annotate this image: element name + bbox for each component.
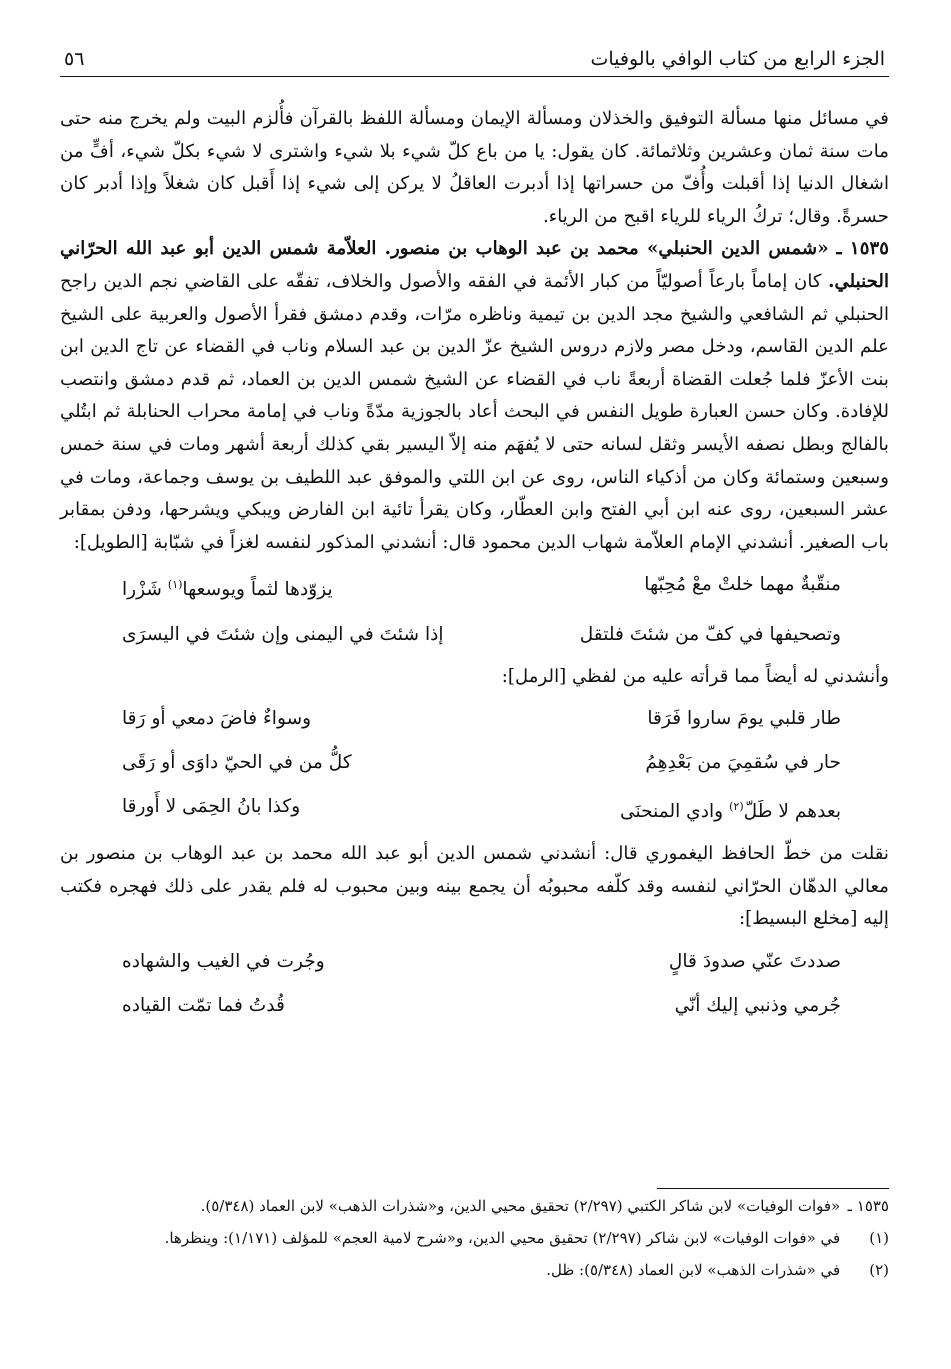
running-title: الجزء الرابع من كتاب الوافي بالوفيات: [590, 48, 885, 70]
paragraph: وأنشدني له أيضاً مما قرأته عليه من لفظي [الرمل]:: [501, 665, 889, 687]
first-hemistich: [620, 789, 841, 830]
verse-line: [60, 988, 889, 1024]
footnote-text: في «فوات الوفيات» لابن شاكر (٢/٢٩٧) تحقيق محيي الدين، و«شرح لامية العجم» للمؤلف (١/١٧١): وينظرها.: [164, 1229, 841, 1247]
poem-ramal: [60, 701, 889, 830]
hemistich-text: يزوّدها لثماً ويوسعها: [182, 579, 333, 601]
running-header: [60, 48, 889, 77]
first-hemistich: صددتَ عنّي صدودَ قالٍ: [668, 951, 841, 973]
footnote-divider: [657, 1188, 889, 1189]
footnote-marker: (١): [167, 578, 183, 592]
footnote-text: «فوات الوفيات» لابن شاكر الكتبي (٢/٢٩٧) تحقيق محيي الدين، و«شذرات الذهب» لابن العماد (٥/٣٤٨).: [200, 1197, 841, 1215]
verse-line: [60, 745, 889, 781]
verse-line: [60, 944, 889, 980]
footnote: [60, 1191, 889, 1221]
biography-entry: [60, 233, 889, 559]
second-hemistich: إذا شئتَ في اليمنى وإن شئتَ في اليسرَى: [122, 623, 444, 645]
second-hemistich: كلُّ من في الحيّ داوَى أو رَقَى: [122, 752, 352, 774]
footnote-number: ١٥٣٥ ـ: [847, 1197, 889, 1215]
verse-line: [60, 617, 889, 653]
entry-number: ١٥٣٥ ـ: [836, 238, 889, 260]
footnote-number: (١): [869, 1229, 889, 1247]
footnote: [60, 1255, 889, 1285]
second-hemistich: وجُرت في الغيب والشهاده: [122, 951, 325, 973]
footnotes: [60, 1188, 889, 1285]
verse-line: [60, 789, 889, 830]
footnote-text: في «شذرات الذهب» لابن العماد (٥/٣٤٨): ظل.: [546, 1261, 841, 1279]
first-hemistich: وتصحيفها في كفّ من شئتَ فلتقل: [579, 623, 841, 645]
main-text: [60, 103, 889, 1024]
footnote: [60, 1223, 889, 1253]
second-hemistich: وكذا بانُ الحِمَى لا أَورقا: [122, 796, 301, 818]
entry-text: كان إماماً بارعاً أصوليّاً من كبار الأئمة في الفقه والأصول والخلاف، تفقّه على القاضي نجم الدين راجح الحنبلي ثم الشافعي والشيخ مجد الدين بن تيمية وناظره مرّات، وقدم دمشق فقرأ الأصول والعربية على الشيخ علم الدين القاسم، ودخل مصر ولازم دروس الشيخ عزّ الدين بن عبد السلام وناب في القضاء عن تاج الدين ابن بنت الأعزّ فلما جُعلت القضاة أربعةً ناب في القضاء عن الشيخ شمس الدين بن العماد، ثم قدم دمشق وانتصب للإفادة. وكان حسن العبارة طويل النفس في البحث أعاد بالجوزية مدّةً وناب في إمامة محراب الحنابلة ثم ابتُلي بالفالج وبطل نصفه الأيسر وثقل لسانه حتى لا يُفهَم منه إلاّ اليسير بقي كذلك أربعة أشهر ومات في سنة خمس وسبعين وستمائة وكان من أذكياء الناس، روى عن ابن اللتي والموفق عبد اللطيف بن يوسف وجماعة، ومات في عشر السبعين، روى عنه ابن أبي الفتح وابن العطّار، وكان يقرأ تائية ابن الفارض ويبكي ويشرحها، ودفن بمقابر باب الصغير. أنشدني الإمام العلاّمة شهاب الدين محمود قال: أنشدني المذكور لنفسه لغزاً في شبّابة [الطويل]:: [60, 270, 889, 553]
hemistich-end: وادي المنحنَى: [619, 801, 724, 823]
first-hemistich: طار قلبي يومَ ساروا فَرَقا: [647, 708, 841, 730]
verse-line: [60, 567, 889, 608]
hemistich-text: بعدهم لا طَلّ: [743, 801, 841, 823]
paragraph: في مسائل منها مسألة التوفيق والخذلان ومسألة الإيمان ومسألة اللفظ بالقرآن فأُلزم البيت ولم يخرج منه حتى مات سنة ثمان وعشرين وثلاثمائة. كان يقول: يا من باع كلّ شيء بلا شيء واشترى لا شيء بكلّ شيء، أفٍّ من اشغال الدنيا إذا أقبلت وأُفّ من حسراتها إذا أدبرت العاقلُ لا يركن إلى شيء إذا أَقبل كان شغلاً وإذا أدبر كان حسرةً. وقال؛ تركُ الرياء للرياء اقبح من الرياء.: [60, 108, 889, 227]
first-hemistich: حار في سُقمِيَ من بَعْدِهِمُ: [645, 752, 841, 774]
second-hemistich: قُدتُ فما تمّت القياده: [122, 995, 285, 1017]
second-hemistich: [122, 567, 333, 608]
footnote-marker: (٢): [729, 800, 744, 814]
poem-riddle: [60, 567, 889, 652]
footnote-number: (٢): [869, 1261, 889, 1279]
page-number: ٥٦: [64, 48, 85, 70]
poem-basit: [60, 944, 889, 1024]
verse-line: [60, 701, 889, 737]
first-hemistich: جُرمي وذنبي إليك أنّي: [674, 995, 841, 1017]
entry-title: «شمس الدين الحنبلي» محمد بن عبد الوهاب بن منصور. العلاّمة شمس الدين أبو عبد الله الحرّاني الحنبلي.: [60, 238, 889, 292]
paragraph: نقلت من خطّ الحافظ اليغموري قال: أنشدني شمس الدين أبو عبد الله محمد بن عبد الوهاب بن منصور بن معالي الدهّان الحرّاني لنفسه وقد كلّفه محبوبُه أن يجمع بينه وبين محبوب له فلم يقدر على ذلك فهجره فكتب إليه [مخلع البسيط]:: [60, 843, 889, 930]
hemistich-end: شَزْرا: [122, 579, 162, 601]
first-hemistich: منقّبةٌ مهما خلتْ معْ مُحِبّها: [644, 574, 841, 596]
second-hemistich: وسواءٌ فاضَ دمعي أو رَقا: [122, 708, 312, 730]
